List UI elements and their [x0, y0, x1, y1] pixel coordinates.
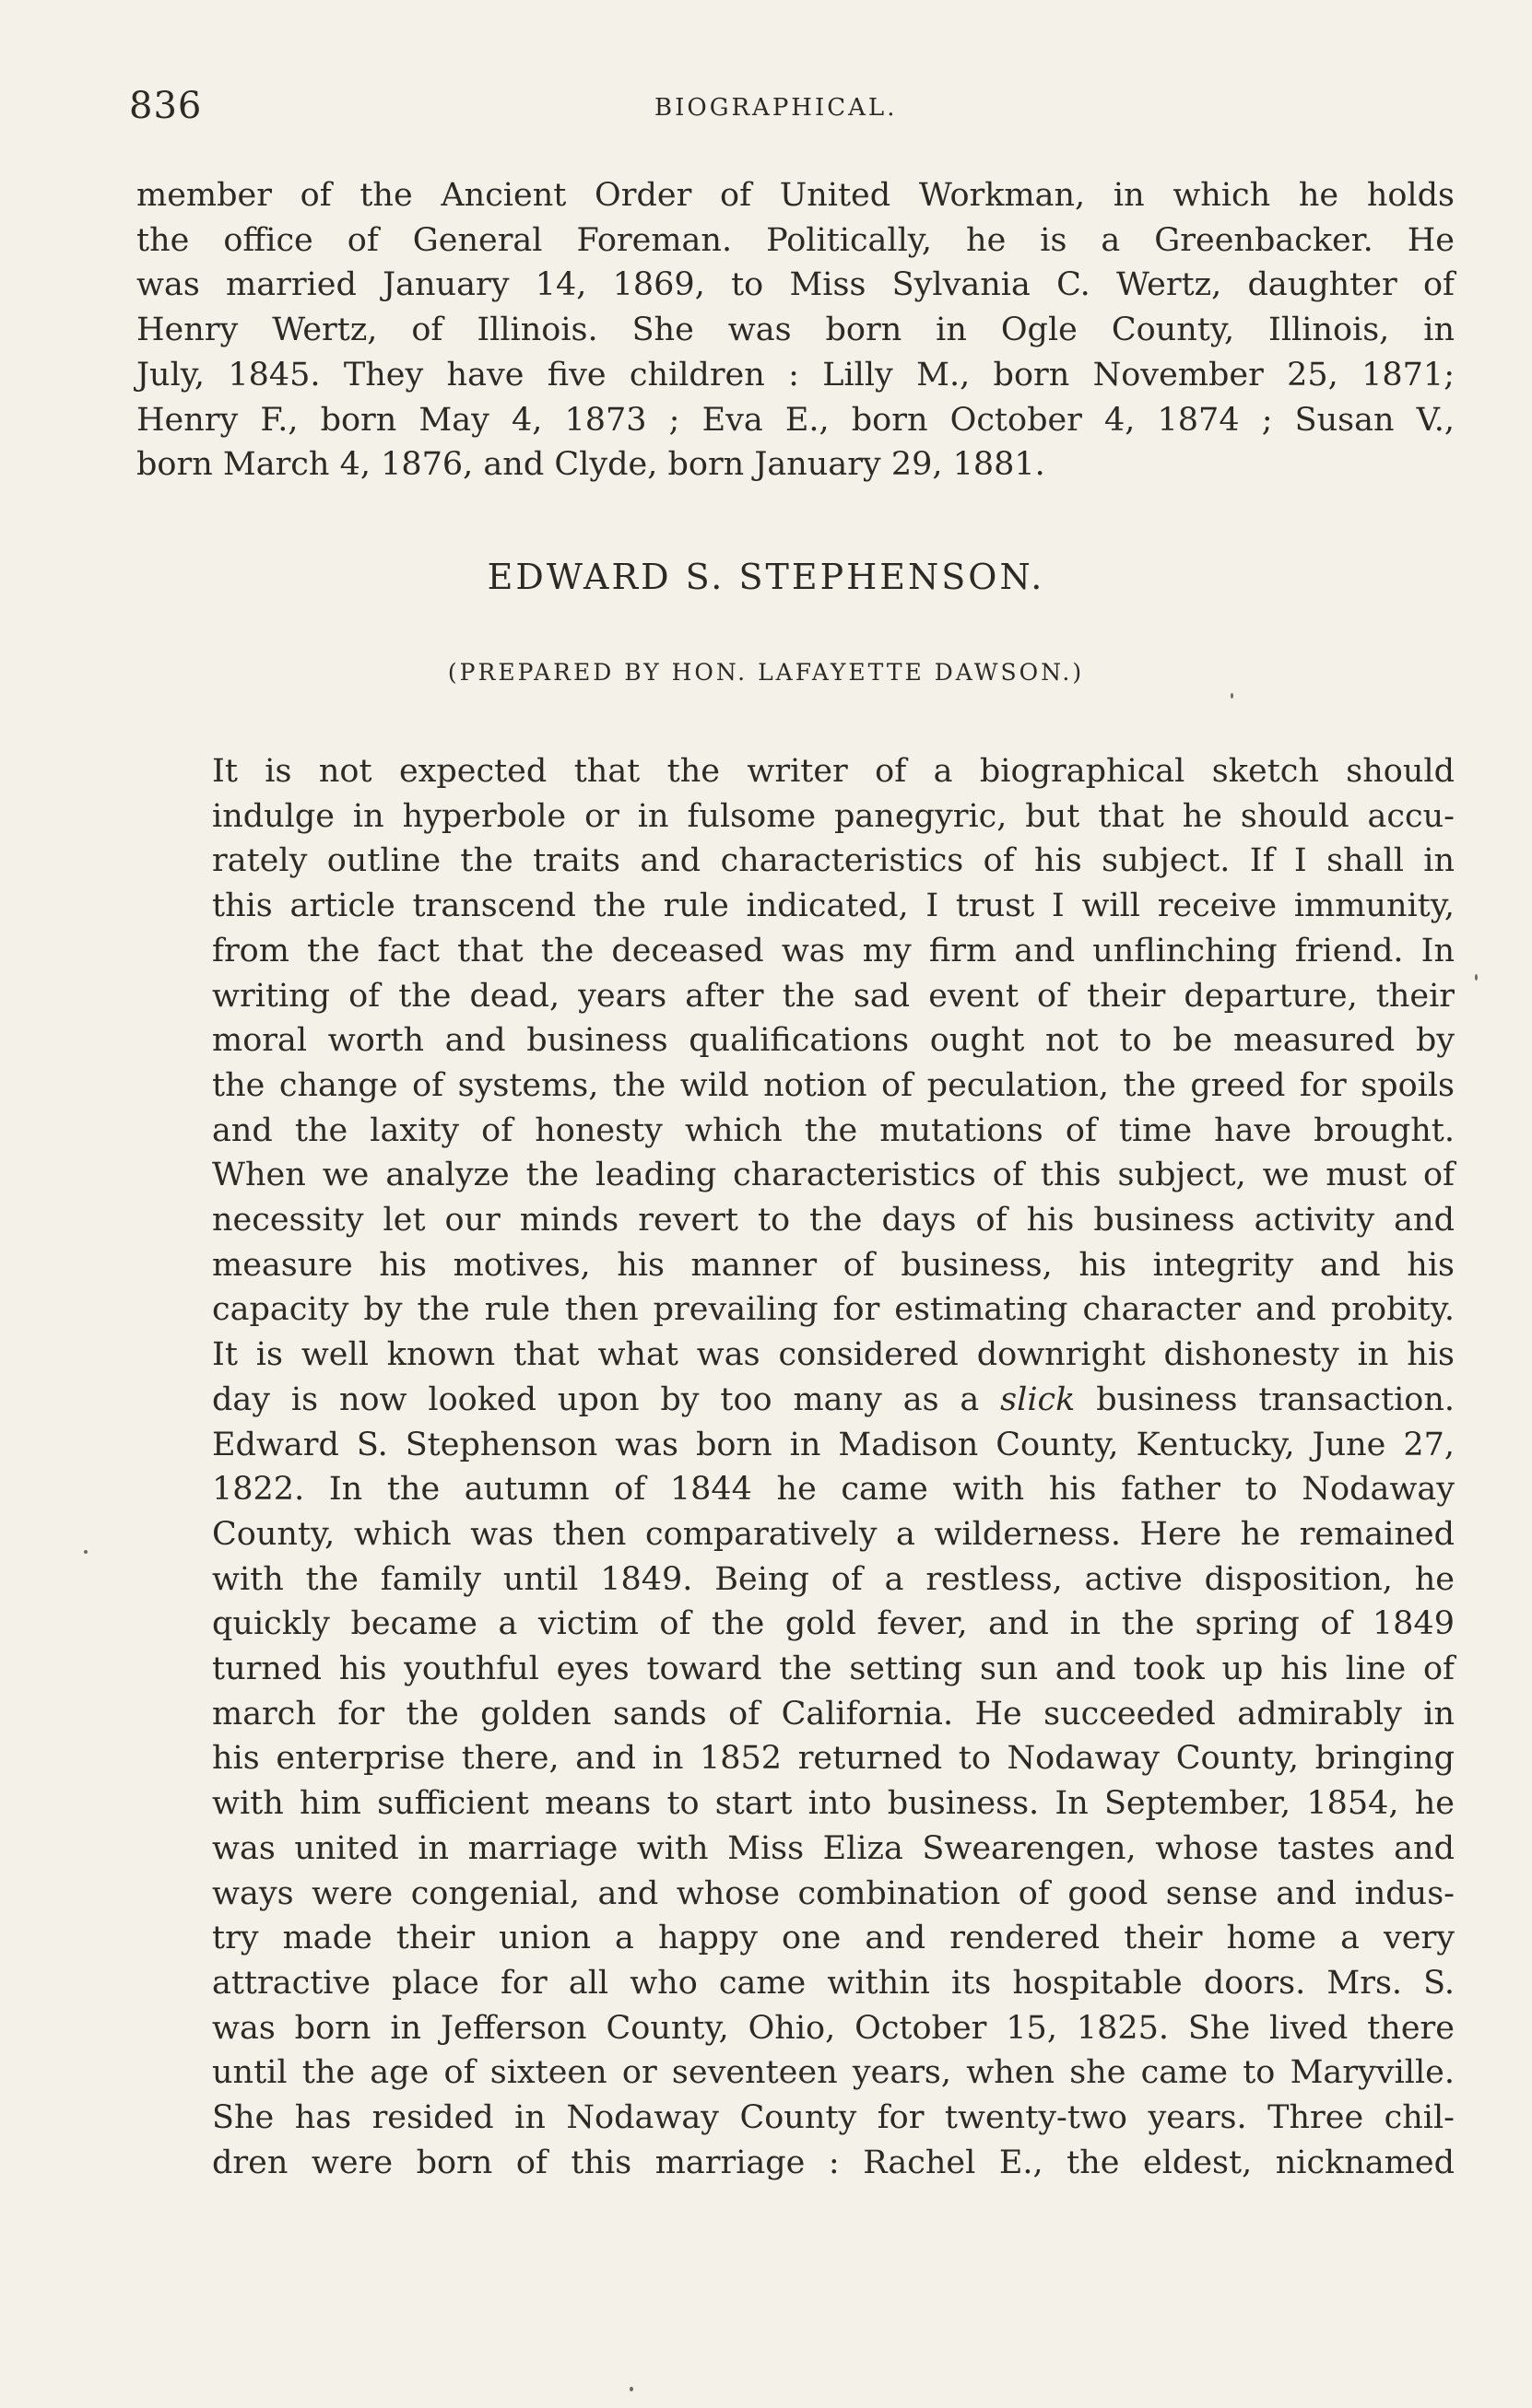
paper-speck: [1231, 693, 1233, 699]
text-line: was united in marriage with Miss Eliza Swearengen, whose tastes and: [212, 1829, 1455, 1867]
text-line: attractive place for all who came within its hospitable doors. Mrs. S.: [212, 1964, 1455, 2002]
text-line: necessity let our minds revert to the days of his business activity and: [212, 1202, 1455, 1239]
text-line: this article transcend the rule indicated, I trust I will receive immunity,: [212, 887, 1455, 925]
text-line: was married January 14, 1869, to Miss Sylvania C. Wertz, daughter of: [136, 266, 1455, 304]
text-line: until the age of sixteen or seventeen years, when she came to Maryville.: [212, 2054, 1455, 2092]
text-line: It is well known that what was considered downright dishonesty in his: [212, 1336, 1455, 1374]
paper-speck: [630, 2387, 633, 2391]
text-line-with-italic: [136, 1378, 1455, 1423]
text-line: with him sufficient means to start into business. In September, 1854, he: [212, 1785, 1455, 1823]
text-line: his enterprise there, and in 1852 returned to Nodaway County, bringing: [212, 1740, 1455, 1778]
running-head: [129, 85, 1447, 140]
text-line: with the family until 1849. Being of a restless, active disposition, he: [212, 1560, 1455, 1598]
paper-speck: [84, 1550, 88, 1554]
text-line: She has resided in Nodaway County for twenty-two years. Three chil-: [212, 2099, 1455, 2137]
page-number: 836: [129, 85, 203, 127]
text-line: born March 4, 1876, and Clyde, born January 29, 1881.: [136, 446, 1045, 484]
text-line: County, which was then comparatively a wilderness. Here he remained: [212, 1515, 1455, 1553]
text-line: Edward S. Stephenson was born in Madison County, Kentucky, June 27,: [212, 1426, 1455, 1463]
text-line: the office of General Foreman. Politically, he is a Greenbacker. He: [136, 221, 1455, 259]
text-line: and the laxity of honesty which the mutations of time have brought.: [212, 1111, 1455, 1149]
text-line: dren were born of this marriage : Rachel E., the eldest, nicknamed: [212, 2144, 1455, 2181]
text-line: ways were congenial, and whose combination of good sense and indus-: [212, 1874, 1455, 1912]
text-line: Henry Wertz, of Illinois. She was born in Ogle County, Illinois, in: [136, 311, 1455, 349]
text-line: quickly became a victim of the gold fever, and in the spring of 1849: [212, 1605, 1455, 1643]
text-segment: day is now looked upon by too many as a: [212, 1380, 1001, 1418]
text-line: turned his youthful eyes toward the setting sun and took up his line of: [212, 1650, 1455, 1688]
text-line: the change of systems, the wild notion of peculation, the greed for spoils: [212, 1066, 1455, 1104]
running-title: BIOGRAPHICAL.: [654, 94, 898, 122]
text-line: 1822. In the autumn of 1844 he came with his father to Nodaway: [212, 1471, 1455, 1509]
text-line: try made their union a happy one and rendered their home a very: [212, 1920, 1455, 1957]
text-line: march for the golden sands of California. He succeeded admirably in: [212, 1695, 1455, 1733]
text-line: When we analyze the leading characteristics of this subject, we must of: [212, 1157, 1455, 1194]
text-line: capacity by the rule then prevailing for estimating character and probity.: [212, 1291, 1455, 1329]
text-line: member of the Ancient Order of United Workman, in which he holds: [136, 177, 1455, 214]
italic-word: slick: [1000, 1380, 1076, 1418]
text-line: It is not expected that the writer of a biographical sketch should: [212, 753, 1455, 790]
text-line: Henry F., born May 4, 1873 ; Eva E., born October 4, 1874 ; Susan V.,: [136, 401, 1455, 439]
paper-speck: [1475, 974, 1478, 981]
section-heading: EDWARD S. STEPHENSON.: [487, 557, 1045, 597]
text-line: from the fact that the deceased was my firm and unflinching friend. In: [212, 932, 1455, 969]
prepared-by-credit: (PREPARED BY HON. LAFAYETTE DAWSON.): [447, 659, 1085, 686]
text-line: was born in Jefferson County, Ohio, October 15, 1825. She lived there: [212, 2009, 1455, 2047]
text-segment: business transaction.: [1075, 1380, 1455, 1418]
text-line: moral worth and business qualifications ought not to be measured by: [212, 1022, 1455, 1060]
text-line: measure his motives, his manner of business, his integrity and his: [212, 1246, 1455, 1284]
text-line: indulge in hyperbole or in fulsome panegyric, but that he should accu-: [212, 797, 1455, 835]
text-line: rately outline the traits and characteristics of his subject. If I shall in: [212, 842, 1455, 880]
paragraph-biography: [136, 749, 1455, 2186]
paragraph-family-record: [136, 173, 1455, 487]
text-line: July, 1845. They have five children : Lilly M., born November 25, 1871;: [136, 356, 1455, 394]
text-line: writing of the dead, years after the sad event of their departure, their: [212, 977, 1455, 1015]
